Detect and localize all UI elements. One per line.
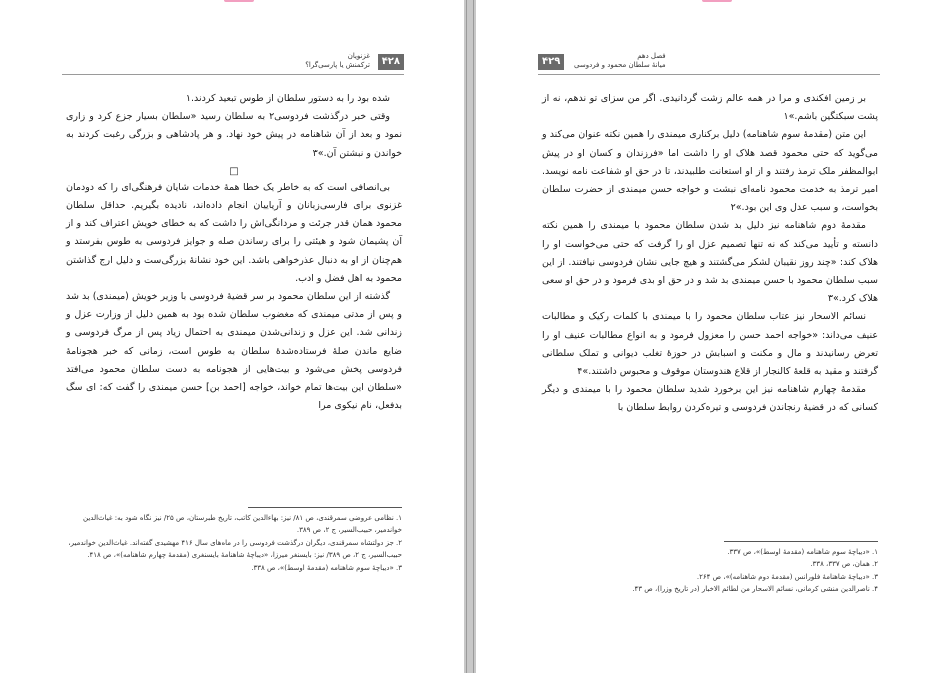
- footnote: ۳. «دیباچهٔ سوم شاهنامه (مقدمهٔ اوسط)»، ص ۳۳۸.: [251, 563, 402, 572]
- paragraph: بی‌انصافی است که به خاطر یک خطا همهٔ خدمات شایان فرهنگی‌ای را که دودمان غزنوی برای فارسی‌زبانان و آریاییان انجام داده‌اند، نادیده بگیریم. حداقل سلطان محمود همان قدر جرئت و مردانگی‌اش را داشت که به خطای خویش اعتراف کند و از آن پشیمان شود و هیئتی را برای رساندن صله و جوایز فردوسی به طوس بفرستد و هم‌چنان از او به دنبال عذرخواهی باشد. این خود نشانهٔ بزرگی‌ست و دلیل ارج گذاشتن محمود به اهل فضل و ادب.: [66, 181, 402, 284]
- page-number: ۴۲۹: [538, 54, 564, 70]
- paragraph: بر زمین افکندی و مرا در همه عالم زشت گردانیدی. اگر من سزای تو ندهم، نه از پشت سبکتگین باشم.»۱: [542, 93, 878, 123]
- footnote: ۳. «دیباچهٔ شاهنامهٔ فلورانس (مقدمهٔ دوم شاهنامه)»، ص ۲۶۴.: [696, 572, 878, 581]
- paragraph: مقدمهٔ دوم شاهنامه نیز دلیل بد شدن سلطان محمود با میمندی را همین نکته دانسته و تأیید می‌کند که نه تنها تصمیم عزل او را گرفت که حتی می‌خواست او را هلاک کند: «چند روز نقیبان لشکر می‌گشتند و هیچ جایی نشان فردوسی نیافتند. از این سبب سلطان محمود با حسن میمندی بد شد و در حق او بدی فرمود و در حق او سعی هلاک کرد.»۳: [542, 220, 878, 305]
- footnotes: [542, 546, 878, 596]
- running-header: [62, 50, 404, 75]
- bookmark-tab: [224, 0, 254, 2]
- left-page: [0, 0, 464, 673]
- header-chapter-title: ترکمنش یا پارسی‌گرا؟: [305, 61, 370, 69]
- page-number: ۴۲۸: [378, 54, 404, 70]
- header-title: [305, 52, 370, 70]
- book-spine: [464, 0, 476, 673]
- page-body: [542, 90, 878, 418]
- paragraph: مقدمهٔ چهارم شاهنامه نیز این برخورد شدید سلطان محمود را با میمندی و دیگر کسانی که در قضیهٔ رنجاندن فردوسی و تیره‌کردن روابط سلطان با: [542, 384, 878, 414]
- paragraph: گذشته از این سلطان محمود بر سر قضیهٔ فردوسی با وزیر خویش (میمندی) بد شد و پس از مدتی میمندی که مغضوب سلطان شده بود به همین دلیل از وزارت عزل و زندانی شد. این عزل و زندانی‌شدن میمندی به احتمال زیاد پس از مرگ فردوسی و ضایع ماندن صلهٔ فرستاده‌شدهٔ سلطان به طوس است، زمانی که خبر هجونامهٔ فردوسی پخش می‌شود و بیت‌هایی از هجونامه به دست سلطان محمود می‌افتد «سلطان این بیت‌ها تمام خواند، خواجه [احمد بن] حسن میمندی را گفت که: ای سگ بدفعل، نام نیکوی مرا: [66, 291, 402, 412]
- footnote: ۲. همان، ص ۳۳۷، ۳۳۸.: [810, 560, 878, 569]
- header-chapter-label: فصل دهم: [637, 52, 666, 60]
- footnote-rule: [248, 507, 402, 508]
- section-break-marker: □: [229, 165, 239, 177]
- footnote: ۱. نظامی عروضی سمرقندی، ص ۸۱/ نیز: بهاءالدین کاتب، تاریخ طبرستان، ص ۲۵/ نیز نگاه شود به: غیاث‌الدین خواندمیر، حبیب‌السیر، ج ۲، ص ۳۸۹.: [83, 514, 402, 535]
- right-page: [476, 0, 940, 673]
- page-body: [66, 90, 402, 415]
- running-header: [538, 50, 880, 75]
- bookmark-tab: [702, 0, 732, 2]
- footnote: ۴. ناصرالدین منشی کرمانی، نسائم الاسحار من لطائم الاخبار (در تاریخ وزرا)، ص ۴۳.: [632, 585, 878, 594]
- header-chapter-title: میانهٔ سلطان محمود و فردوسی: [574, 61, 666, 69]
- paragraph: نسائم الاسحار نیز عتاب سلطان محمود را با میمندی با کلمات رکیک و مطالبات عنیف می‌داند: «خواجه احمد حسن را معزول فرمود و به انواع مطالبات عنیف او را تعرض رسانیدند و مال و مکنت و اسبابش در حوزهٔ تغلب دیوانی و تملک سلطانی گرفتند و مقید به قلعهٔ کالنجار از قلاع هندوستان موقوف و محبوس داشتند.»۴: [542, 311, 878, 378]
- footnote: ۲. جز دولتشاه سمرقندی، دیگران درگذشت فردوسی را در ماه‌های سال ۴۱۶ مهشیدی گفته‌اند. غیاث‌الدین خواندمیر، حبیب‌السیر، ج ۲، ص ۳۸۹/ نیز: بایسنغر میرزا، «دیباچهٔ شاهنامهٔ بایسنغری (مقدمهٔ چهارم شاهنامه)»، ص ۴۱۸.: [68, 538, 402, 560]
- paragraph: وقتی خبر درگذشت فردوسی۲ به سلطان رسید «سلطان بسیار جزع کرد و زاری نمود و بعد از آن شاهنامه در پیش خود نهاد. و هر پادشاهی و بزرگی رغبت کردند به خواندن و نبشتن آن.»۳: [66, 111, 402, 159]
- footnotes: [66, 512, 402, 574]
- header-title: [574, 52, 666, 70]
- header-part-title: غزنویان: [347, 52, 370, 60]
- footnote: ۱. «دیباچهٔ سوم شاهنامه (مقدمهٔ اوسط)»، ص ۳۳۷.: [727, 548, 878, 556]
- paragraph: این متن (مقدمهٔ سوم شاهنامه) دلیل برکناری میمندی را همین نکته عنوان می‌کند و می‌گوید که حتی محمود قصد هلاک او را داشت اما «فرزندان و کسان او در پیش ابوالمظفر ملک ترمذ رفتند و از او استعانت طلبیدند، تا در حق او شفاعت نامه نویسد. امیر ترمذ به خدمت محمود نامه‌ای نبشت و خواجه حسن میمندی از حضرت سلطان بخواست، و سبب عدل وی این بود.»۲: [542, 129, 878, 214]
- paragraph: شده بود را به دستور سلطان از طوس تبعید کردند.۱: [185, 93, 390, 104]
- footnote-rule: [724, 541, 878, 542]
